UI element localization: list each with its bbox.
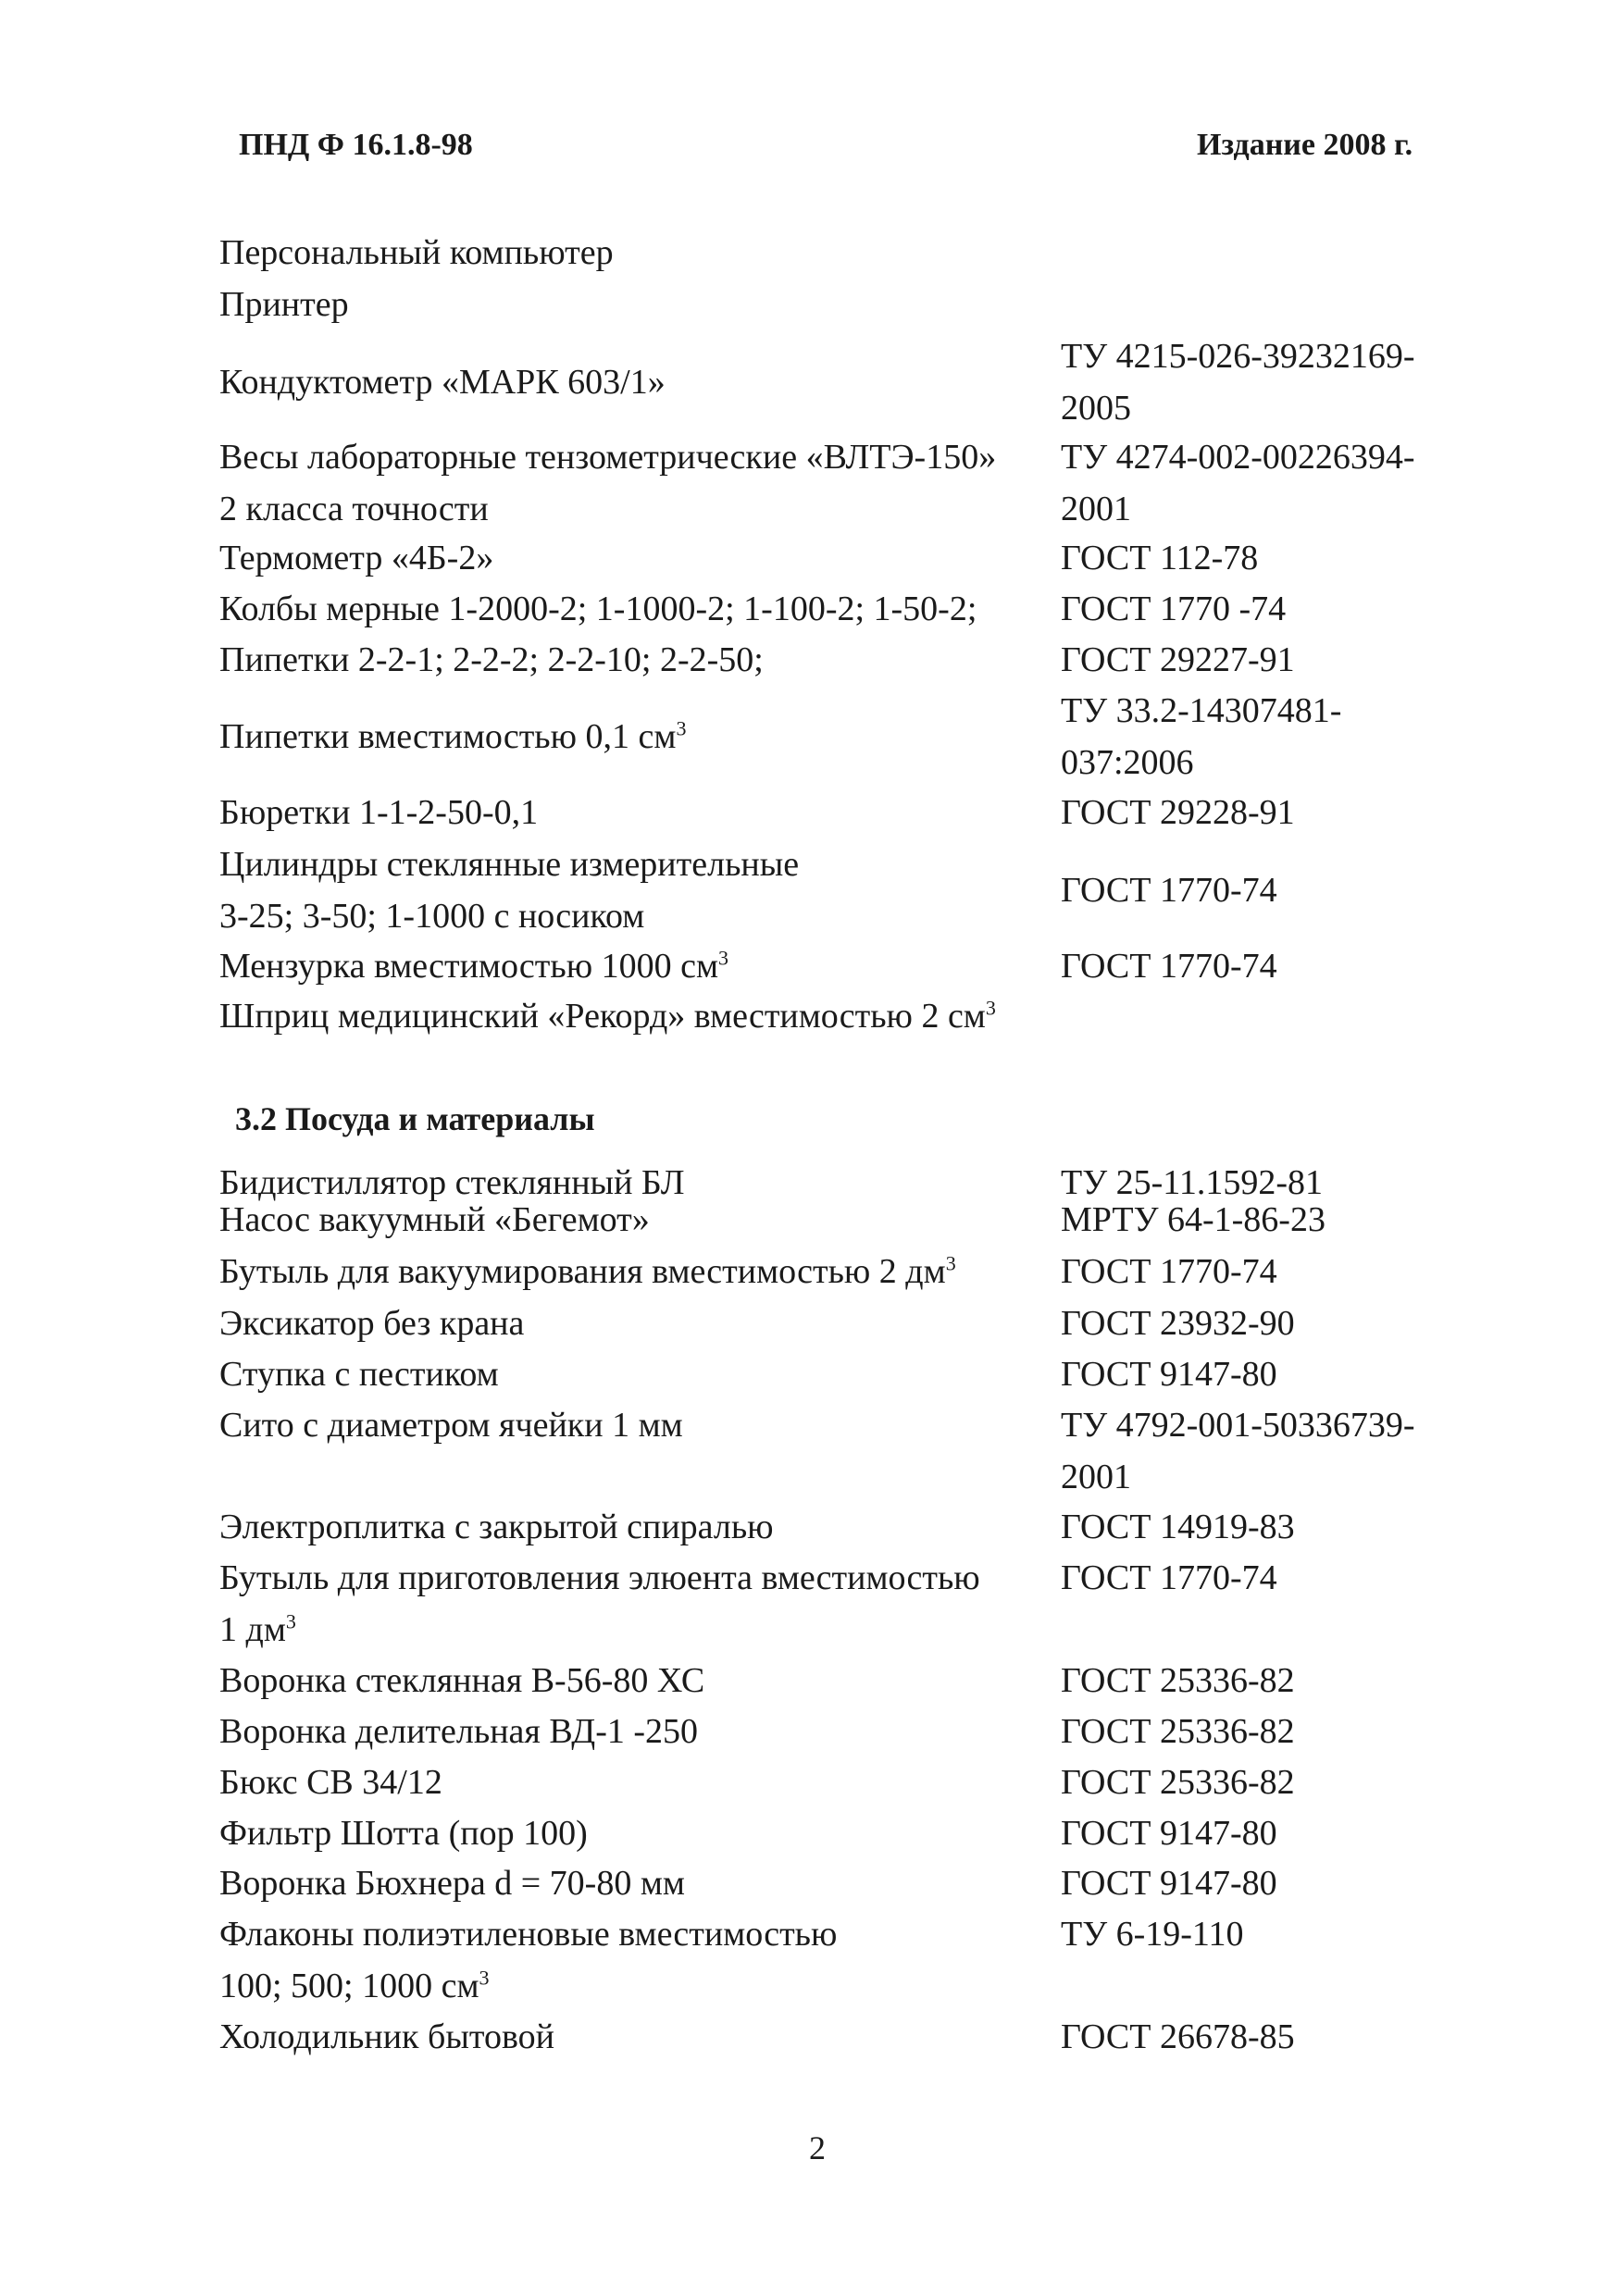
section-title: 3.2 Посуда и материалы xyxy=(235,1100,595,1137)
item-spec: ГОСТ 29228-91 xyxy=(1061,793,1295,832)
item-spec: ГОСТ 1770-74 xyxy=(1061,871,1277,910)
item-name: Эксикатор без крана xyxy=(219,1304,525,1343)
item-name: Пипетки вместимостью 0,1 $см^3$ xyxy=(219,716,687,756)
item-spec: МРТУ 64-1-86-23 xyxy=(1061,1200,1326,1239)
item-name: Воронка стеклянная В-56-80 ХС xyxy=(219,1661,705,1700)
superscript: 3 xyxy=(285,1609,296,1633)
item-spec: ГОСТ 9147-80 xyxy=(1061,1814,1277,1853)
item-spec: ГОСТ 29227-91 xyxy=(1061,640,1295,679)
page-number: 2 xyxy=(809,2129,826,2166)
item-name: Мензурка вместимостью 1000 $см^3$ xyxy=(219,946,729,986)
superscript: 3 xyxy=(718,946,729,970)
item-name: Термометр «4Б-2» xyxy=(219,539,494,577)
item-name: Бутыль для приготовления элюента вместимостью xyxy=(219,1558,980,1597)
item-name: Весы лабораторные тензометрические «ВЛТЭ-150» xyxy=(219,438,997,477)
item-spec: ТУ 6-19-110 xyxy=(1061,1915,1244,1954)
item-name: Колбы мерные 1-2000-2; 1-1000-2; 1-100-2; 1-50-2; xyxy=(219,590,977,628)
item-spec: ГОСТ 9147-80 xyxy=(1061,1864,1277,1903)
item-spec: ГОСТ 25336-82 xyxy=(1061,1712,1295,1751)
item-spec: ГОСТ 1770-74 xyxy=(1061,1252,1277,1291)
superscript: 3 xyxy=(676,716,687,740)
item-spec: 2001 xyxy=(1061,1458,1131,1496)
item-spec: ГОСТ 9147-80 xyxy=(1061,1355,1277,1394)
item-name: 2 класса точности xyxy=(219,490,489,528)
item-name: Сито с диаметром ячейки 1 мм xyxy=(219,1406,683,1445)
item-name: 3-25; 3-50; 1-1000 с носиком xyxy=(219,897,645,936)
header-edition: Издание 2008 г. xyxy=(1197,128,1413,162)
item-spec: ТУ 33.2-14307481- xyxy=(1061,691,1342,730)
item-spec: ГОСТ 112-78 xyxy=(1061,539,1259,577)
item-name: 100; 500; 1000 $см^3$ xyxy=(219,1966,490,2005)
item-spec: ТУ 4215-026-39232169- xyxy=(1061,337,1415,376)
item-spec: ГОСТ 1770 -74 xyxy=(1061,590,1287,628)
item-name: Электроплитка с закрытой спиралью xyxy=(219,1508,774,1546)
item-spec: ГОСТ 25336-82 xyxy=(1061,1661,1295,1700)
superscript: 3 xyxy=(479,1966,490,1990)
item-name: Воронка Бюхнера d = 70-80 мм xyxy=(219,1864,685,1903)
superscript: 3 xyxy=(985,996,996,1020)
item-spec: ГОСТ 14919-83 xyxy=(1061,1508,1295,1546)
item-name: Кондуктометр «МАРК 603/1» xyxy=(219,363,666,402)
item-name: Бюкс СВ 34/12 xyxy=(219,1763,442,1802)
item-spec: ТУ 4792-001-50336739- xyxy=(1061,1406,1415,1445)
item-spec: 037:2006 xyxy=(1061,743,1194,782)
header-doc-code: ПНД Ф 16.1.8-98 xyxy=(239,128,473,162)
item-spec: ГОСТ 25336-82 xyxy=(1061,1763,1295,1802)
item-name: Воронка делительная ВД-1 -250 xyxy=(219,1712,699,1751)
item-name: Бюретки 1-1-2-50-0,1 xyxy=(219,793,539,832)
item-spec: ГОСТ 1770-74 xyxy=(1061,1558,1277,1597)
item-name: Флаконы полиэтиленовые вместимостью xyxy=(219,1915,838,1954)
item-name: Фильтр Шотта (пор 100) xyxy=(219,1814,588,1853)
item-spec: ГОСТ 1770-74 xyxy=(1061,947,1277,986)
item-name: Бидистиллятор стеклянный БЛ xyxy=(219,1163,685,1202)
item-name: Персональный компьютер xyxy=(219,233,614,272)
superscript: 3 xyxy=(945,1251,956,1275)
item-name: Принтер xyxy=(219,285,349,324)
item-name: Холодильник бытовой xyxy=(219,2017,555,2056)
item-spec: ГОСТ 23932-90 xyxy=(1061,1304,1295,1343)
item-spec: ГОСТ 26678-85 xyxy=(1061,2017,1295,2056)
item-name: Насос вакуумный «Бегемот» xyxy=(219,1200,650,1239)
item-spec: ТУ 25-11.1592-81 xyxy=(1061,1163,1324,1202)
item-name: Ступка с пестиком xyxy=(219,1355,499,1394)
item-spec: 2001 xyxy=(1061,490,1131,528)
item-spec: ТУ 4274-002-00226394- xyxy=(1061,438,1415,477)
item-name: 1 $дм^3$ xyxy=(219,1609,296,1649)
item-name: Шприц медицинский «Рекорд» вместимостью 2 $см^3$ xyxy=(219,996,996,1036)
item-name: Цилиндры стеклянные измерительные xyxy=(219,845,800,884)
item-name: Пипетки 2-2-1; 2-2-2; 2-2-10; 2-2-50; xyxy=(219,640,764,679)
item-name: Бутыль для вакуумирования вместимостью 2 $дм^3$ xyxy=(219,1251,956,1291)
item-spec: 2005 xyxy=(1061,389,1131,428)
